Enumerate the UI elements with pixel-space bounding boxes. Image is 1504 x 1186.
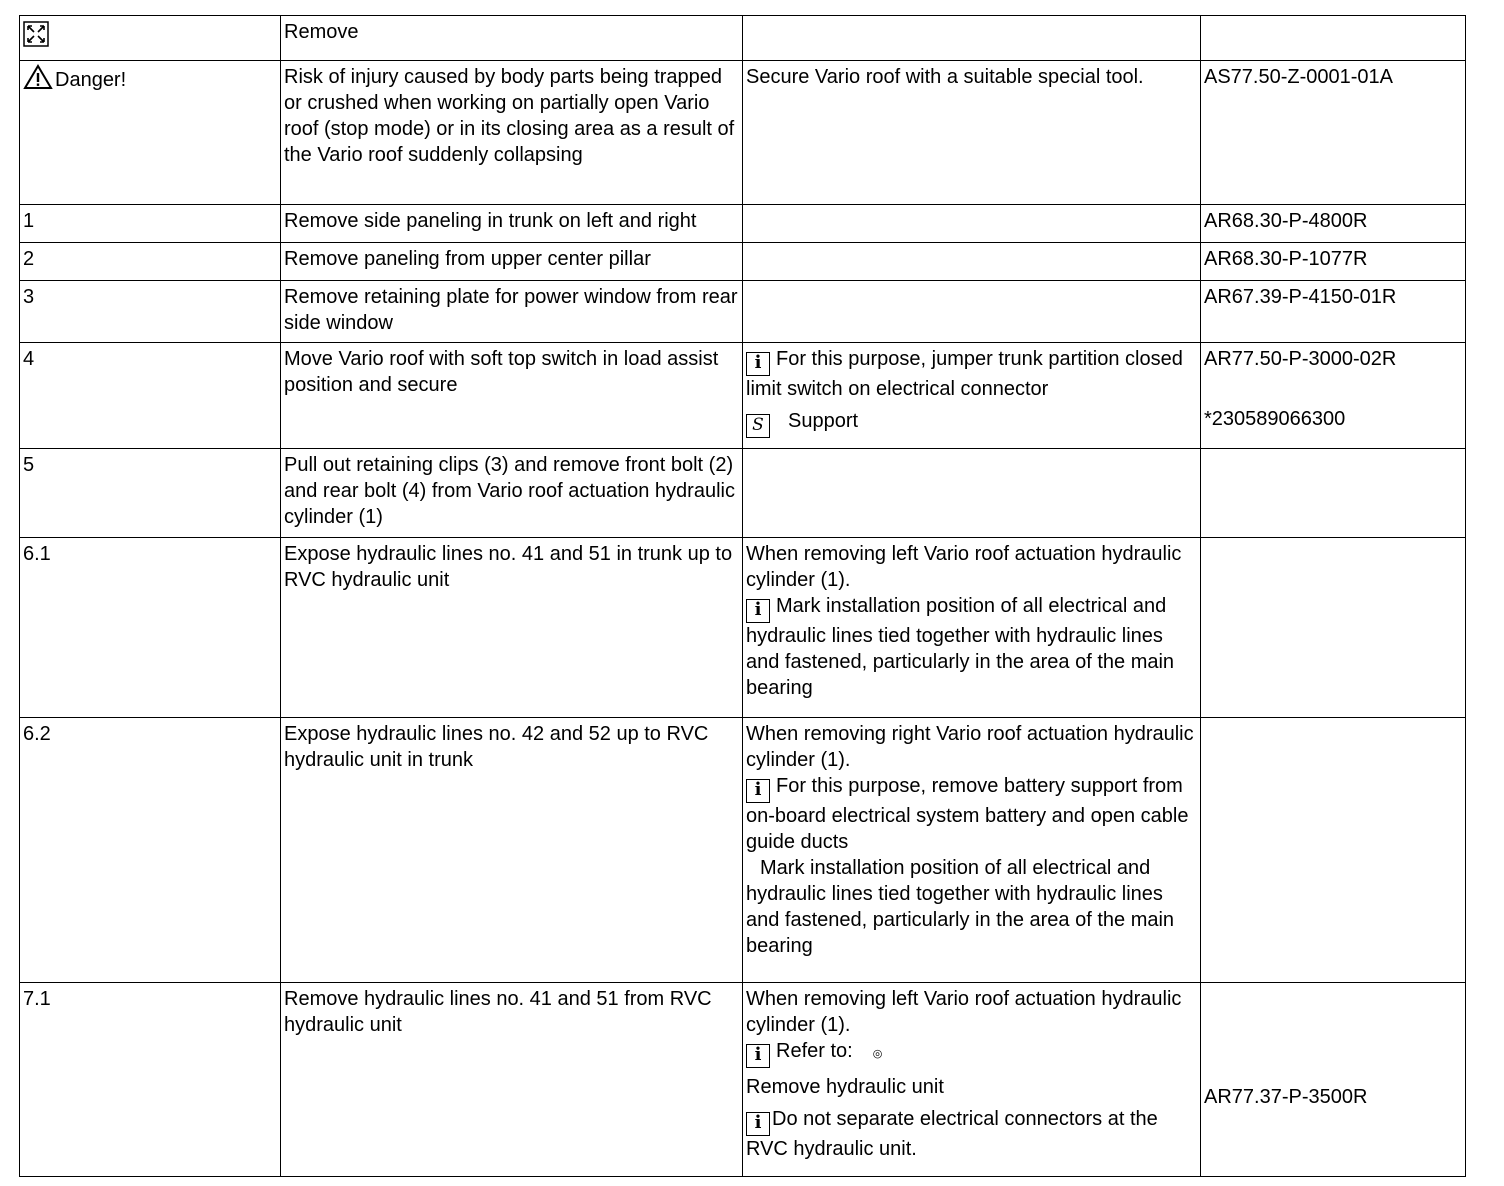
note-cell — [743, 718, 1201, 983]
operation-cell — [281, 61, 743, 205]
note-text: Remove hydraulic unit — [746, 1076, 944, 1098]
note-text: Do not separate electrical connectors at the RVC hydraulic unit. — [746, 1108, 1158, 1160]
step-number: 6.2 — [23, 723, 51, 745]
reference-link[interactable]: AR67.39-P-4150-01R — [1204, 286, 1397, 308]
info-icon: i — [746, 352, 770, 376]
info-icon: i — [746, 1044, 770, 1068]
reference-cell — [1201, 983, 1466, 1177]
reference-link[interactable]: AR77.50-P-3000-02R — [1204, 348, 1397, 370]
reference-cell — [1201, 538, 1466, 718]
operation-cell — [281, 243, 743, 281]
reference-cell — [1201, 16, 1466, 61]
step-cell — [20, 983, 281, 1177]
operation-cell — [281, 343, 743, 449]
table-row — [20, 718, 1466, 983]
operation-cell — [281, 538, 743, 718]
operation-text: Remove paneling from upper center pillar — [284, 248, 651, 270]
procedure-table — [19, 15, 1466, 1177]
operation-cell — [281, 983, 743, 1177]
note-cell — [743, 16, 1201, 61]
table-row — [20, 243, 1466, 281]
operation-text: Expose hydraulic lines no. 42 and 52 up to RVC hydraulic unit in trunk — [284, 723, 709, 771]
operation-text: Risk of injury caused by body parts being trapped or crushed when working on partially open Vario roof (stop mode) or in its closing area as a result of the Vario roof suddenly collapsing — [284, 66, 735, 166]
note-text: Mark installation position of all electrical and hydraulic lines tied together with hydraulic lines and fastened, particularly in the area of the main bearing — [746, 595, 1175, 699]
reference-cell — [1201, 205, 1466, 243]
reference-cell — [1201, 61, 1466, 205]
info-icon: i — [746, 779, 770, 803]
table-row — [20, 281, 1466, 343]
note-cell — [743, 983, 1201, 1177]
table-row — [20, 205, 1466, 243]
table-row — [20, 983, 1466, 1177]
note-cell — [743, 205, 1201, 243]
operation-text: Remove hydraulic lines no. 41 and 51 from RVC hydraulic unit — [284, 988, 712, 1036]
step-number: 3 — [23, 286, 35, 308]
note-text: For this purpose, remove battery support from on-board electrical system battery and open cable guide ducts — [746, 775, 1189, 853]
refer-label: Refer to: — [776, 1040, 853, 1062]
note-cell — [743, 449, 1201, 538]
step-cell — [20, 61, 281, 205]
reference-cell — [1201, 718, 1466, 983]
step-cell — [20, 449, 281, 538]
danger-label: Danger! — [55, 69, 127, 91]
note-cell — [743, 61, 1201, 205]
link-icon[interactable]: ◎ — [872, 1048, 883, 1060]
note-cell — [743, 538, 1201, 718]
reference-cell — [1201, 243, 1466, 281]
note-text: When removing right Vario roof actuation hydraulic cylinder (1). — [746, 723, 1194, 771]
reference-link[interactable]: AR68.30-P-4800R — [1204, 210, 1368, 232]
reference-cell — [1201, 343, 1466, 449]
step-cell — [20, 343, 281, 449]
step-cell — [20, 281, 281, 343]
step-number: 2 — [23, 248, 35, 270]
info-icon: i — [746, 1112, 770, 1136]
info-icon: i — [746, 599, 770, 623]
note-text: Mark installation position of all electrical and hydraulic lines tied together with hydraulic lines and fastened, particularly in the area of the main bearing — [746, 857, 1175, 957]
note-text: For this purpose, jumper trunk partition closed limit switch on electrical connector — [746, 348, 1183, 400]
step-cell — [20, 205, 281, 243]
special-tool-icon: S — [746, 414, 770, 438]
note-text: When removing left Vario roof actuation hydraulic cylinder (1). — [746, 988, 1182, 1036]
reference-link[interactable]: AS77.50-Z-0001-01A — [1204, 66, 1394, 88]
step-cell — [20, 538, 281, 718]
step-cell — [20, 718, 281, 983]
operation-cell — [281, 281, 743, 343]
reference-cell — [1201, 281, 1466, 343]
operation-text: Expose hydraulic lines no. 41 and 51 in trunk up to RVC hydraulic unit — [284, 543, 733, 591]
expand-arrows-icon[interactable] — [23, 21, 49, 47]
operation-text: Remove — [284, 21, 359, 43]
table-row — [20, 16, 1466, 61]
note-cell — [743, 281, 1201, 343]
operation-text: Move Vario roof with soft top switch in load assist position and secure — [284, 348, 719, 396]
step-number: 5 — [23, 454, 35, 476]
warning-triangle-icon — [23, 64, 53, 90]
operation-text: Pull out retaining clips (3) and remove front bolt (2) and rear bolt (4) from Vario roof actuation hydraulic cylinder (1) — [284, 454, 735, 528]
note-text: Secure Vario roof with a suitable special tool. — [746, 66, 1144, 88]
step-number: 4 — [23, 348, 35, 370]
operation-cell — [281, 449, 743, 538]
step-cell — [20, 243, 281, 281]
reference-link[interactable]: AR77.37-P-3500R — [1204, 1086, 1368, 1108]
tool-number[interactable]: *230589066300 — [1204, 408, 1346, 430]
operation-cell — [281, 718, 743, 983]
table-row — [20, 538, 1466, 718]
step-number: 1 — [23, 210, 35, 232]
note-cell — [743, 243, 1201, 281]
operation-text: Remove retaining plate for power window from rear side window — [284, 286, 738, 334]
note-cell — [743, 343, 1201, 449]
step-number: 7.1 — [23, 988, 51, 1010]
table-row — [20, 449, 1466, 538]
step-number: 6.1 — [23, 543, 51, 565]
operation-cell — [281, 16, 743, 61]
step-cell — [20, 16, 281, 61]
operation-text: Remove side paneling in trunk on left and right — [284, 210, 697, 232]
note-text: When removing left Vario roof actuation hydraulic cylinder (1). — [746, 543, 1182, 591]
operation-cell — [281, 205, 743, 243]
table-row — [20, 343, 1466, 449]
reference-link[interactable]: AR68.30-P-1077R — [1204, 248, 1368, 270]
tool-label: Support — [788, 410, 859, 432]
table-row — [20, 61, 1466, 205]
reference-cell — [1201, 449, 1466, 538]
